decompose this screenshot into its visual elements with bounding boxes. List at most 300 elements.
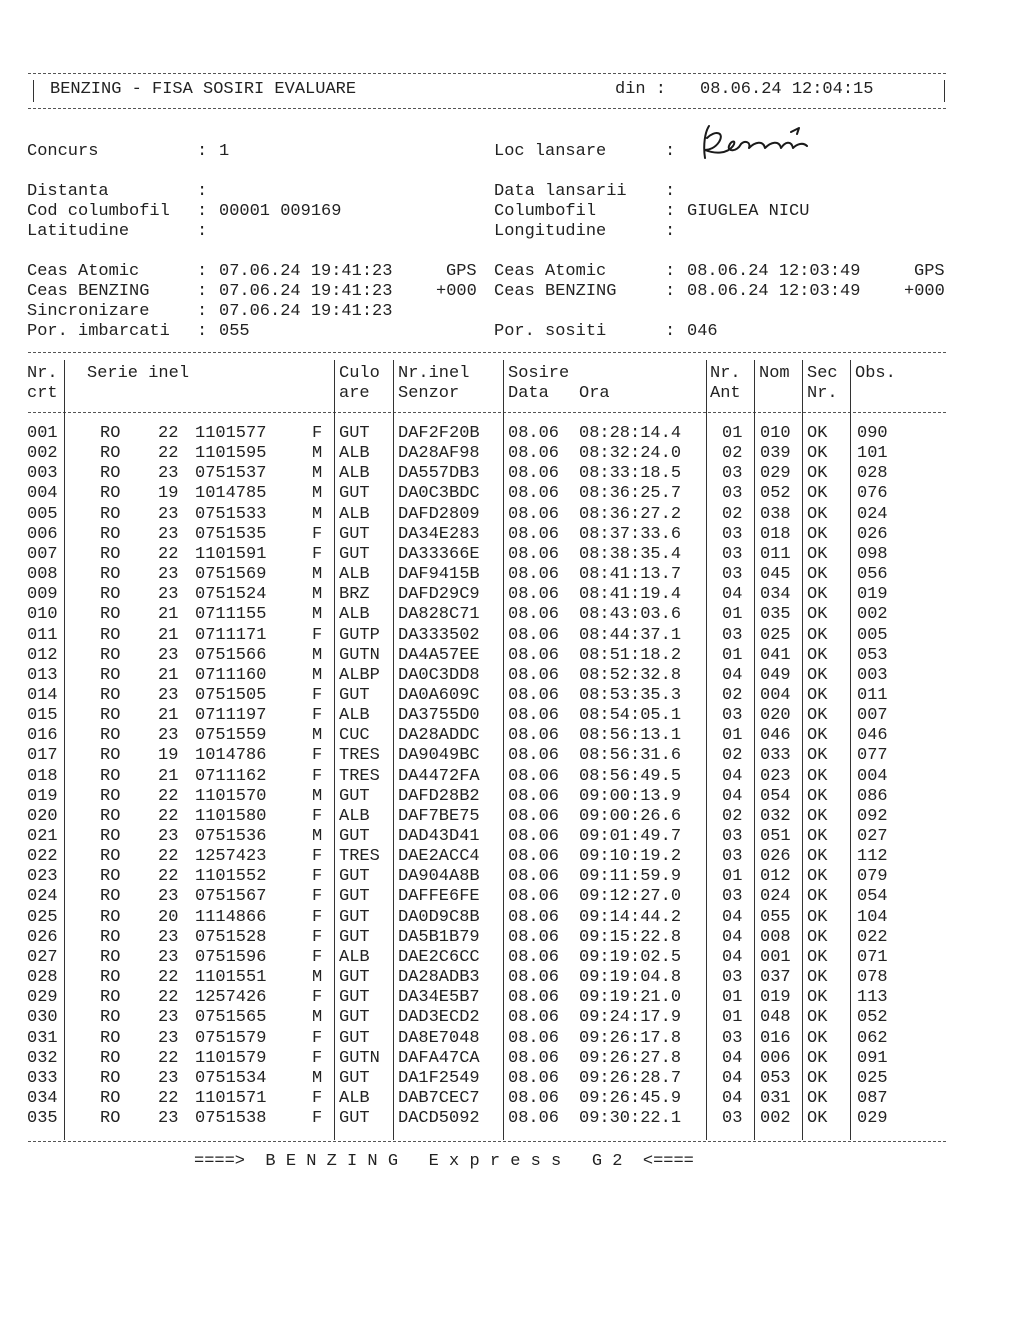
row-date: 08.06 <box>508 746 560 766</box>
row-sec: OK <box>807 847 828 867</box>
row-crt: 002 <box>27 444 58 464</box>
row-year: 23 <box>158 1008 179 1028</box>
row-obs: 113 <box>857 988 888 1008</box>
row-sensor: DA828C71 <box>398 605 480 625</box>
row-ring: 1101551 <box>195 968 267 988</box>
row-sex: F <box>312 988 323 1008</box>
row-year: 23 <box>158 585 179 605</box>
row-crt: 020 <box>27 806 58 826</box>
row-ant: 03 <box>722 1028 743 1048</box>
row-ant: 02 <box>722 806 743 826</box>
row-nom: 016 <box>760 1028 791 1048</box>
cod-columbofil-value: 00001 009169 <box>219 202 342 221</box>
row-sex: F <box>312 706 323 726</box>
row-crt: 017 <box>27 746 58 766</box>
row-crt: 013 <box>27 665 58 685</box>
row-year: 21 <box>158 766 179 786</box>
row-country: RO <box>100 665 121 685</box>
row-time: 08:56:13.1 <box>579 726 682 746</box>
row-time: 09:26:28.7 <box>579 1068 682 1088</box>
row-ant: 01 <box>722 605 743 625</box>
table-row <box>0 545 1024 565</box>
table-row <box>0 726 1024 746</box>
table-row <box>0 626 1024 646</box>
row-color: GUT <box>339 968 370 988</box>
row-ring: 1101570 <box>195 786 267 806</box>
row-crt: 023 <box>27 867 58 887</box>
row-date: 08.06 <box>508 1068 560 1088</box>
row-crt: 022 <box>27 847 58 867</box>
row-sex: F <box>312 685 323 705</box>
ceas-benzing-label: Ceas BENZING <box>27 282 150 301</box>
ceas-atomic-label: Ceas Atomic <box>27 262 140 281</box>
offset-left: +000 <box>436 282 477 301</box>
table-row <box>0 525 1024 545</box>
row-country: RO <box>100 424 121 443</box>
table-bottom-rule <box>28 1141 946 1142</box>
row-nom: 020 <box>760 706 791 726</box>
row-time: 09:12:27.0 <box>579 887 682 907</box>
row-year: 22 <box>158 544 179 564</box>
row-sensor: DA3755D0 <box>398 706 480 726</box>
row-time: 09:24:17.9 <box>579 1008 682 1028</box>
row-country: RO <box>100 544 121 564</box>
row-sensor: DAFFE6FE <box>398 887 480 907</box>
row-sec: OK <box>807 444 828 464</box>
row-year: 22 <box>158 424 179 443</box>
row-sex: F <box>312 927 323 947</box>
sincronizare-value: 07.06.24 19:41:23 <box>219 302 393 321</box>
row-time: 08:36:27.2 <box>579 504 682 524</box>
row-time: 08:53:35.3 <box>579 685 682 705</box>
row-ring: 0711162 <box>195 766 267 786</box>
row-sensor: DA28ADB3 <box>398 968 480 988</box>
row-sensor: DAFD29C9 <box>398 585 480 605</box>
row-crt: 029 <box>27 988 58 1008</box>
row-sensor: DA904A8B <box>398 867 480 887</box>
header-sosire: Sosire <box>508 364 570 383</box>
row-country: RO <box>100 1109 121 1129</box>
ceas-benzing-colon: : <box>197 282 208 301</box>
row-time: 08:36:25.7 <box>579 484 682 504</box>
row-nom: 023 <box>760 766 791 786</box>
row-time: 08:37:33.6 <box>579 524 682 544</box>
row-ant: 04 <box>722 585 743 605</box>
row-date: 08.06 <box>508 565 560 585</box>
row-ring: 0751567 <box>195 887 267 907</box>
row-obs: 077 <box>857 746 888 766</box>
row-time: 08:52:32.8 <box>579 665 682 685</box>
row-crt: 004 <box>27 484 58 504</box>
table-row <box>0 1049 1024 1069</box>
row-country: RO <box>100 786 121 806</box>
row-ant: 03 <box>722 968 743 988</box>
row-nom: 006 <box>760 1048 791 1068</box>
table-row <box>0 928 1024 948</box>
row-sensor: DA1F2549 <box>398 1068 480 1088</box>
row-year: 23 <box>158 827 179 846</box>
row-crt: 003 <box>27 464 58 484</box>
row-time: 08:41:19.4 <box>579 585 682 605</box>
header-nr-ant: Nr. <box>710 364 741 383</box>
row-obs: 086 <box>857 786 888 806</box>
row-ant: 04 <box>722 927 743 947</box>
row-ant: 04 <box>722 1068 743 1088</box>
row-ant: 03 <box>722 464 743 484</box>
row-country: RO <box>100 806 121 826</box>
row-sensor: DAD3ECD2 <box>398 1008 480 1028</box>
row-color: ALB <box>339 504 370 524</box>
row-time: 08:33:18.5 <box>579 464 682 484</box>
ceas-benzing-right-value: 08.06.24 12:03:49 <box>687 282 861 301</box>
distanta-colon: : <box>197 182 208 201</box>
row-ant: 01 <box>722 645 743 665</box>
row-date: 08.06 <box>508 424 560 443</box>
row-sec: OK <box>807 544 828 564</box>
row-sex: M <box>312 786 323 806</box>
row-crt: 009 <box>27 585 58 605</box>
row-time: 08:41:13.7 <box>579 565 682 585</box>
row-obs: 104 <box>857 907 888 927</box>
table-row <box>0 424 1024 444</box>
row-ring: 0751537 <box>195 464 267 484</box>
row-ant: 02 <box>722 444 743 464</box>
table-row <box>0 1008 1024 1028</box>
header-sec: Sec <box>807 364 838 383</box>
row-time: 09:15:22.8 <box>579 927 682 947</box>
columbofil-label: Columbofil <box>494 202 597 221</box>
row-sensor: DA28ADDC <box>398 726 480 746</box>
row-sensor: DAF7BE75 <box>398 806 480 826</box>
table-row <box>0 887 1024 907</box>
row-ant: 03 <box>722 524 743 544</box>
header-right-border <box>944 80 945 102</box>
cod-columbofil-colon: : <box>197 202 208 221</box>
row-obs: 052 <box>857 1008 888 1028</box>
row-ant: 02 <box>722 685 743 705</box>
row-sensor: DA557DB3 <box>398 464 480 484</box>
row-date: 08.06 <box>508 827 560 846</box>
row-sex: M <box>312 585 323 605</box>
row-ring: 0711160 <box>195 665 267 685</box>
row-country: RO <box>100 1048 121 1068</box>
cod-columbofil-label: Cod columbofil <box>27 202 170 221</box>
row-sec: OK <box>807 484 828 504</box>
row-date: 08.06 <box>508 766 560 786</box>
row-country: RO <box>100 867 121 887</box>
row-crt: 001 <box>27 424 58 443</box>
row-date: 08.06 <box>508 605 560 625</box>
row-obs: 046 <box>857 726 888 746</box>
row-ring: 0751536 <box>195 827 267 846</box>
row-sec: OK <box>807 1088 828 1108</box>
row-ant: 03 <box>722 1109 743 1129</box>
row-date: 08.06 <box>508 1048 560 1068</box>
row-year: 23 <box>158 947 179 967</box>
row-ring: 1257426 <box>195 988 267 1008</box>
row-sec: OK <box>807 947 828 967</box>
row-sex: F <box>312 947 323 967</box>
row-crt: 018 <box>27 766 58 786</box>
row-color: GUTN <box>339 1048 380 1068</box>
row-time: 09:10:19.2 <box>579 847 682 867</box>
row-sec: OK <box>807 685 828 705</box>
header-are: are <box>339 384 370 403</box>
row-country: RO <box>100 524 121 544</box>
row-sex: F <box>312 524 323 544</box>
row-sensor: DA9049BC <box>398 746 480 766</box>
row-crt: 019 <box>27 786 58 806</box>
longitudine-colon: : <box>665 222 676 241</box>
row-sensor: DA28AF98 <box>398 444 480 464</box>
row-time: 08:44:37.1 <box>579 625 682 645</box>
row-nom: 052 <box>760 484 791 504</box>
row-sec: OK <box>807 464 828 484</box>
table-row <box>0 646 1024 666</box>
row-country: RO <box>100 625 121 645</box>
row-sex: F <box>312 746 323 766</box>
row-sex: F <box>312 1028 323 1048</box>
row-color: GUT <box>339 907 370 927</box>
row-ring: 1101591 <box>195 544 267 564</box>
row-ring: 0711197 <box>195 706 267 726</box>
row-sensor: DAD43D41 <box>398 827 480 846</box>
row-sex: F <box>312 766 323 786</box>
row-sec: OK <box>807 766 828 786</box>
row-time: 08:54:05.1 <box>579 706 682 726</box>
header-crt: crt <box>27 384 58 403</box>
row-obs: 090 <box>857 424 888 443</box>
row-sec: OK <box>807 706 828 726</box>
row-crt: 026 <box>27 927 58 947</box>
row-date: 08.06 <box>508 645 560 665</box>
row-crt: 021 <box>27 827 58 846</box>
row-time: 09:00:13.9 <box>579 786 682 806</box>
row-year: 23 <box>158 685 179 705</box>
table-row <box>0 988 1024 1008</box>
row-ant: 04 <box>722 1088 743 1108</box>
row-country: RO <box>100 504 121 524</box>
row-time: 08:43:03.6 <box>579 605 682 625</box>
row-sensor: DA4472FA <box>398 766 480 786</box>
header-serie-inel: Serie inel <box>87 364 190 383</box>
row-sensor: DA0C3DD8 <box>398 665 480 685</box>
row-nom: 001 <box>760 947 791 967</box>
row-ring: 0751579 <box>195 1028 267 1048</box>
ceas-atomic-right-colon: : <box>665 262 676 281</box>
row-sex: F <box>312 806 323 826</box>
row-nom: 046 <box>760 726 791 746</box>
row-ring: 0711155 <box>195 605 267 625</box>
row-color: ALB <box>339 565 370 585</box>
row-year: 23 <box>158 524 179 544</box>
row-ant: 01 <box>722 1008 743 1028</box>
row-color: ALB <box>339 444 370 464</box>
table-row <box>0 847 1024 867</box>
row-obs: 087 <box>857 1088 888 1108</box>
row-ant: 04 <box>722 786 743 806</box>
ceas-atomic-right-value: 08.06.24 12:03:49 <box>687 262 861 281</box>
row-crt: 012 <box>27 645 58 665</box>
row-ant: 03 <box>722 827 743 846</box>
row-year: 23 <box>158 726 179 746</box>
row-time: 09:19:21.0 <box>579 988 682 1008</box>
row-color: CUC <box>339 726 370 746</box>
row-time: 09:19:02.5 <box>579 947 682 967</box>
row-obs: 092 <box>857 806 888 826</box>
row-sensor: DAFD2809 <box>398 504 480 524</box>
row-nom: 019 <box>760 988 791 1008</box>
row-year: 21 <box>158 706 179 726</box>
concurs-colon: : <box>197 142 208 161</box>
row-sensor: DA5B1B79 <box>398 927 480 947</box>
row-sec: OK <box>807 746 828 766</box>
sincronizare-colon: : <box>197 302 208 321</box>
row-obs: 003 <box>857 665 888 685</box>
row-sex: M <box>312 605 323 625</box>
row-nom: 025 <box>760 625 791 645</box>
row-country: RO <box>100 484 121 504</box>
row-ring: 1014786 <box>195 746 267 766</box>
ceas-atomic-right-label: Ceas Atomic <box>494 262 607 281</box>
row-sex: M <box>312 464 323 484</box>
row-color: GUT <box>339 424 370 443</box>
row-year: 23 <box>158 927 179 947</box>
row-time: 09:01:49.7 <box>579 827 682 846</box>
row-ant: 03 <box>722 847 743 867</box>
row-year: 22 <box>158 968 179 988</box>
row-obs: 028 <box>857 464 888 484</box>
latitudine-colon: : <box>197 222 208 241</box>
row-time: 09:26:45.9 <box>579 1088 682 1108</box>
row-ring: 0751524 <box>195 585 267 605</box>
row-year: 23 <box>158 1109 179 1129</box>
row-color: TRES <box>339 847 380 867</box>
row-crt: 034 <box>27 1088 58 1108</box>
row-ring: 0751596 <box>195 947 267 967</box>
row-ring: 0751565 <box>195 1008 267 1028</box>
row-obs: 026 <box>857 524 888 544</box>
row-obs: 011 <box>857 685 888 705</box>
row-ring: 0711171 <box>195 625 267 645</box>
row-sex: F <box>312 1088 323 1108</box>
offset-right: +000 <box>904 282 945 301</box>
row-sec: OK <box>807 424 828 443</box>
row-crt: 005 <box>27 504 58 524</box>
row-year: 23 <box>158 645 179 665</box>
row-color: GUT <box>339 1109 370 1129</box>
row-nom: 045 <box>760 565 791 585</box>
row-crt: 015 <box>27 706 58 726</box>
row-sensor: DA34E5B7 <box>398 988 480 1008</box>
row-time: 09:19:04.8 <box>579 968 682 988</box>
row-sec: OK <box>807 585 828 605</box>
table-row <box>0 767 1024 787</box>
row-sex: M <box>312 444 323 464</box>
row-date: 08.06 <box>508 484 560 504</box>
row-obs: 112 <box>857 847 888 867</box>
row-obs: 002 <box>857 605 888 625</box>
table-row <box>0 464 1024 484</box>
row-color: ALB <box>339 1088 370 1108</box>
row-time: 09:26:27.8 <box>579 1048 682 1068</box>
row-crt: 025 <box>27 907 58 927</box>
row-year: 22 <box>158 988 179 1008</box>
row-obs: 019 <box>857 585 888 605</box>
row-country: RO <box>100 1028 121 1048</box>
row-year: 22 <box>158 806 179 826</box>
row-time: 08:56:31.6 <box>579 746 682 766</box>
row-year: 22 <box>158 867 179 887</box>
row-ring: 1101595 <box>195 444 267 464</box>
table-row <box>0 686 1024 706</box>
row-date: 08.06 <box>508 706 560 726</box>
row-ring: 0751528 <box>195 927 267 947</box>
row-nom: 034 <box>760 585 791 605</box>
header-top-border <box>28 73 946 74</box>
row-year: 23 <box>158 565 179 585</box>
row-date: 08.06 <box>508 867 560 887</box>
row-nom: 048 <box>760 1008 791 1028</box>
footer-brand-line: ====> B E N Z I N G E x p r e s s G 2 <==== <box>194 1152 694 1171</box>
row-color: ALB <box>339 947 370 967</box>
row-sex: F <box>312 625 323 645</box>
row-date: 08.06 <box>508 907 560 927</box>
row-sec: OK <box>807 1008 828 1028</box>
row-year: 22 <box>158 444 179 464</box>
row-ant: 03 <box>722 706 743 726</box>
row-crt: 027 <box>27 947 58 967</box>
row-country: RO <box>100 988 121 1008</box>
row-ring: 1101580 <box>195 806 267 826</box>
row-time: 08:56:49.5 <box>579 766 682 786</box>
row-date: 08.06 <box>508 524 560 544</box>
header-left-border <box>33 80 34 102</box>
row-country: RO <box>100 766 121 786</box>
row-obs: 029 <box>857 1109 888 1129</box>
row-color: GUTN <box>339 645 380 665</box>
row-obs: 024 <box>857 504 888 524</box>
row-sensor: DA8E7048 <box>398 1028 480 1048</box>
row-date: 08.06 <box>508 585 560 605</box>
row-sec: OK <box>807 927 828 947</box>
row-ring: 1101552 <box>195 867 267 887</box>
table-row <box>0 585 1024 605</box>
columbofil-value: GIUGLEA NICU <box>687 202 810 221</box>
row-color: GUT <box>339 544 370 564</box>
row-sex: M <box>312 1068 323 1088</box>
table-header-rule <box>28 412 946 413</box>
row-year: 21 <box>158 605 179 625</box>
row-nom: 011 <box>760 544 791 564</box>
gps-label-left: GPS <box>446 262 477 281</box>
row-time: 09:26:17.8 <box>579 1028 682 1048</box>
row-nom: 053 <box>760 1068 791 1088</box>
row-ant: 01 <box>722 424 743 443</box>
row-year: 23 <box>158 1028 179 1048</box>
row-sex: M <box>312 968 323 988</box>
data-lansarii-label: Data lansarii <box>494 182 627 201</box>
row-sensor: DA0C3BDC <box>398 484 480 504</box>
row-sex: F <box>312 847 323 867</box>
row-time: 09:14:44.2 <box>579 907 682 927</box>
row-date: 08.06 <box>508 988 560 1008</box>
row-sex: F <box>312 1048 323 1068</box>
row-time: 08:38:35.4 <box>579 544 682 564</box>
row-year: 23 <box>158 887 179 907</box>
row-color: GUT <box>339 887 370 907</box>
row-date: 08.06 <box>508 847 560 867</box>
